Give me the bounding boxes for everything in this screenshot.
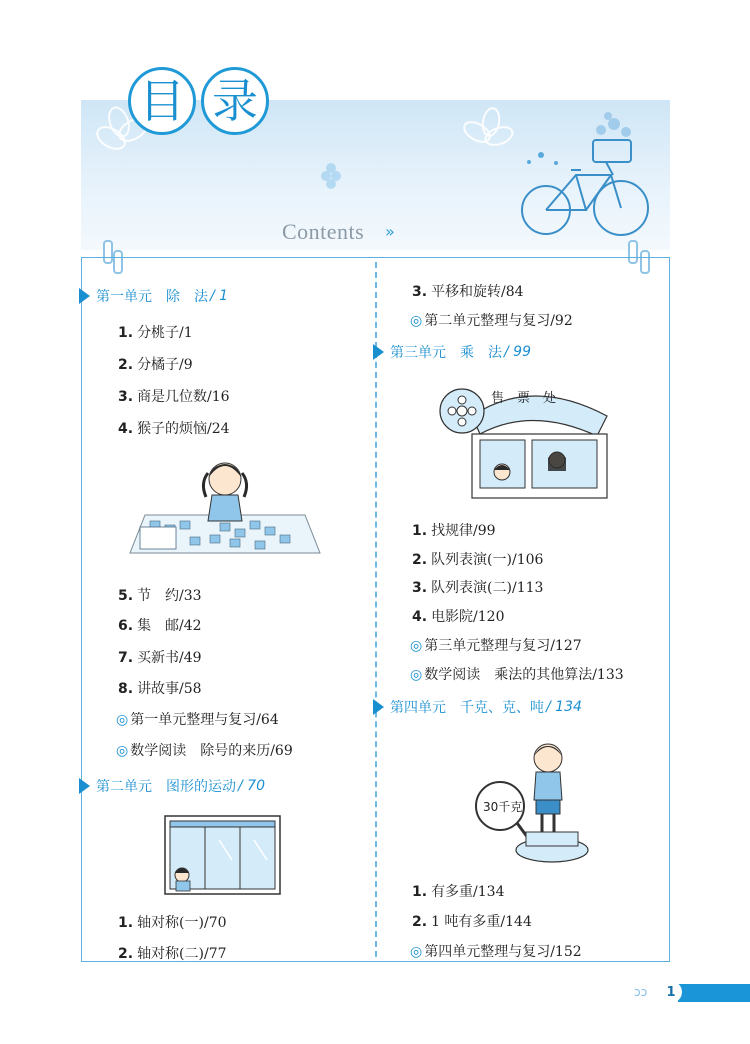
item-number: 7. [118,650,134,666]
item-number: 1. [412,884,428,900]
item-number: 1. [412,523,428,539]
toc-item[interactable] [118,354,193,374]
item-text: 找规律/99 [431,523,496,539]
item-text: 第三单元整理与复习/127 [424,638,582,654]
toc-review-item[interactable] [410,635,582,655]
toc-review-item[interactable] [410,941,582,961]
scale-reading: 30千克 [483,800,523,814]
toc-item[interactable] [412,281,524,301]
double-circle-icon: ◎ [410,313,423,329]
item-number: 1. [118,325,134,341]
item-text: 分橘子/9 [137,357,193,373]
toc-item[interactable] [118,615,202,635]
item-number: 3. [412,284,428,300]
unit-title: 第四单元 千克、克、吨 [390,700,544,716]
title-char-2: 录 [201,67,269,135]
double-chevron-icon: » [385,222,395,241]
toc-review-item[interactable] [116,740,293,760]
toc-item[interactable] [412,911,532,931]
item-text: 队列表演(一)/106 [431,552,544,568]
item-text: 电影院/120 [431,609,505,625]
boy-on-scale-illustration [462,738,592,868]
toc-item[interactable] [118,678,202,698]
item-number: 2. [118,357,134,373]
girl-with-stamps-illustration [120,455,330,565]
item-number: 2. [412,914,428,930]
flowers-in-basket-icon [596,112,631,137]
toc-item[interactable] [412,577,543,597]
item-text: 分桃子/1 [137,325,193,341]
unit-page: / 134 [546,699,582,715]
item-text: 数学阅读 乘法的其他算法/133 [424,667,624,683]
item-number: 5. [118,588,134,604]
item-text: 平移和旋转/84 [431,284,524,300]
item-number: 1. [118,915,134,931]
item-number: 4. [412,609,428,625]
toc-item[interactable] [118,647,202,667]
page-number-tab [678,984,750,1002]
item-text: 轴对称(一)/70 [137,915,227,931]
item-text: 轴对称(二)/77 [137,946,227,962]
unit-heading-2[interactable] [79,774,265,798]
swirl-decoration-icon: ↄↄ [634,985,648,999]
toc-item[interactable] [118,322,193,342]
double-circle-icon: ◎ [116,712,129,728]
item-number: 6. [118,618,134,634]
double-circle-icon: ◎ [410,667,423,683]
unit-title: 第三单元 乘 法 [390,345,502,361]
toc-review-item[interactable] [116,709,279,729]
contents-label: Contents [282,219,365,244]
unit-heading-3[interactable] [373,340,531,364]
toc-item[interactable] [412,606,505,626]
page-number: 1 [660,981,682,1003]
item-text: 有多重/134 [431,884,505,900]
toc-item[interactable] [118,418,230,438]
item-number: 3. [118,389,134,405]
item-text: 讲故事/58 [137,681,202,697]
toc-item[interactable] [412,520,496,540]
item-text: 买新书/49 [137,650,202,666]
item-text: 队列表演(二)/113 [431,580,544,596]
item-text: 集 邮/42 [137,618,202,634]
toc-review-item[interactable] [410,310,573,330]
unit-title: 第一单元 除 法 [96,289,208,305]
item-text: 第一单元整理与复习/64 [130,712,279,728]
flower-icon [461,107,515,148]
toc-item[interactable] [412,549,543,569]
item-text: 猴子的烦恼/24 [137,421,230,437]
item-text: 数学阅读 除号的来历/69 [130,743,293,759]
toc-item[interactable] [118,386,230,406]
ticket-office-sign: 售 票 处 [491,391,557,406]
item-number: 2. [412,552,428,568]
item-text: 第四单元整理与复习/152 [424,944,582,960]
item-text: 节 约/33 [137,588,202,604]
unit-page: / 99 [504,344,531,360]
unit-heading-4[interactable] [373,695,582,719]
item-number: 8. [118,681,134,697]
item-number: 4. [118,421,134,437]
double-circle-icon: ◎ [410,944,423,960]
triangle-arrow-icon [373,344,384,360]
triangle-arrow-icon [373,699,384,715]
toc-item[interactable] [412,881,505,901]
unit-title: 第二单元 图形的运动 [96,779,236,795]
triangle-arrow-icon [79,778,90,794]
unit-page: / 1 [210,288,229,304]
double-circle-icon: ◎ [410,638,423,654]
triangle-arrow-icon [79,288,90,304]
item-number: 2. [118,946,134,962]
item-text: 商是几位数/16 [137,389,230,405]
item-number: 3. [412,580,428,596]
item-text: 1 吨有多重/144 [431,914,532,930]
toc-item[interactable] [118,912,227,932]
toc-review-item[interactable] [410,664,624,684]
small-flower-icon [321,163,341,189]
unit-page: / 70 [238,778,265,794]
title-char-1: 目 [128,67,196,135]
item-text: 第二单元整理与复习/92 [424,313,573,329]
toc-item[interactable] [118,943,227,963]
column-divider [375,262,377,957]
unit-heading-1[interactable] [79,284,228,308]
double-circle-icon: ◎ [116,743,129,759]
toc-item[interactable] [118,585,202,605]
window-with-boy-illustration [164,815,282,895]
